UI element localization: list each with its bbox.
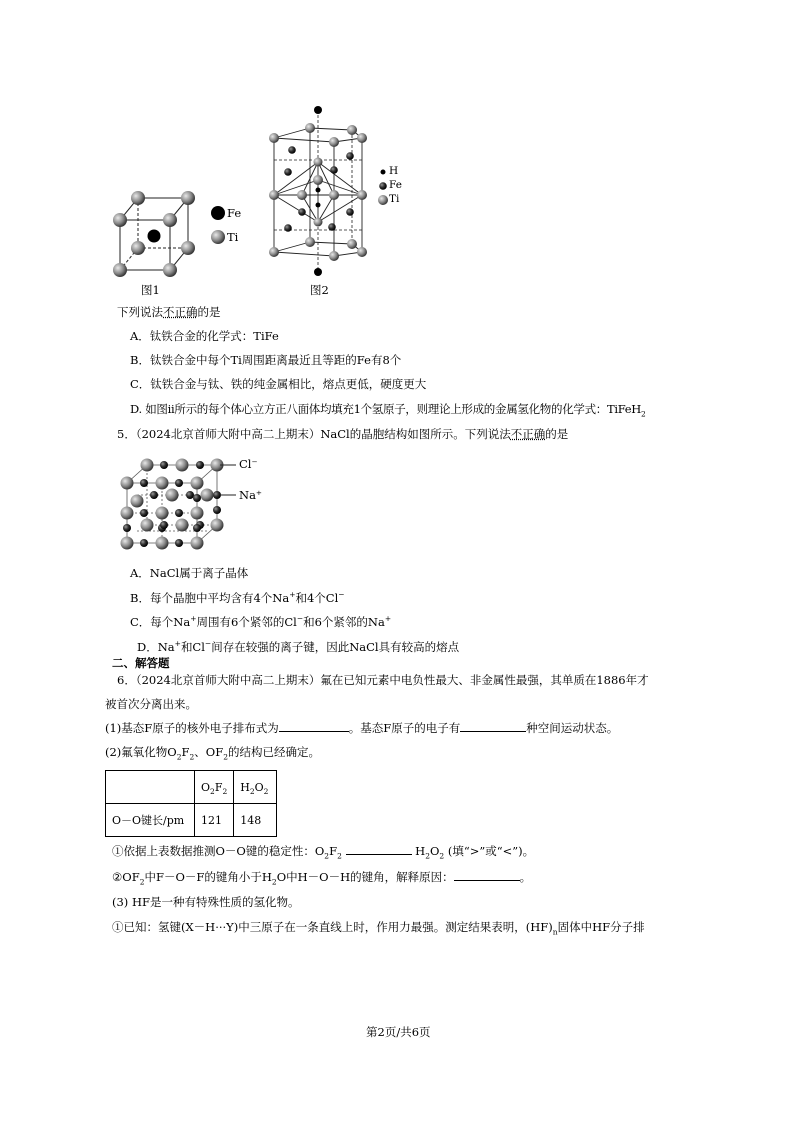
answer-blank-2 — [460, 720, 526, 732]
q4-stem: 下列说法不正确的是 — [117, 305, 221, 319]
figure-2-crystal — [262, 100, 412, 282]
q6-sub1: ①依据上表数据推测O－O键的稳定性：$O_2F_2$ $H_2O_2$ (填“>”或“<”)。 — [112, 844, 535, 861]
fig1-caption: 图1 — [141, 283, 160, 297]
answer-blank-3 — [346, 843, 412, 855]
q6-intro-line2: 被首次分离出来。 — [105, 697, 197, 711]
page-footer: 第2页/共6页 — [366, 1025, 431, 1039]
table-header-h2o2: $H_2O_2$ — [234, 771, 277, 804]
q6-sub2: $②OF_2$中F－O－F的键角小于$H_2O$中H－O－H的键角，解释原因： 。 — [112, 870, 532, 887]
q5-stem: 5．（2024北京首师大附中高二上期末）NaCl的晶胞结构如图所示。下列说法不正确的是 — [117, 427, 569, 441]
q4-option-d: D. 如图ii所示的每个体心立方正八面体均填充1个氢原子，则理论上形成的金属氢化物的化学式：TiFeH$_2$ — [130, 402, 646, 419]
answer-blank-4 — [454, 869, 520, 881]
table-corner-cell — [106, 771, 195, 804]
q5-option-a: A．NaCl属于离子晶体 — [130, 566, 249, 580]
q6-part2: (2)氟氧化物$O_2F_2$、$OF_2$的结构已经确定。 — [105, 745, 320, 762]
fig2-legend-fe: Fe — [389, 179, 402, 191]
table-value-h2o2: 148 — [234, 804, 277, 837]
q5-option-c: C．每个Na+周围有6个紧邻的Cl−和6个紧邻的Na+ — [130, 614, 392, 629]
nacl-label-cl: Cl⁻ — [239, 457, 258, 471]
bond-length-table — [105, 770, 277, 837]
section-title: 二、解答题 — [112, 656, 170, 670]
fig2-legend-h: H — [389, 165, 399, 177]
answer-blank-1 — [279, 720, 349, 732]
fig1-legend-ti: Ti — [227, 230, 239, 244]
q6-part3: (3) HF是一种有特殊性质的氢化物。 — [112, 895, 300, 909]
q5-option-d: D．Na+和Cl−间存在较强的离子键，因此NaCl具有较高的熔点 — [137, 639, 460, 654]
q4-option-b: B．钛铁合金中每个Ti周围距离最近且等距的Fe有8个 — [130, 353, 402, 367]
q4-emphasis: 不正确 — [163, 305, 198, 319]
q6-part1: (1)基态F原子的核外电子排布式为 。基态F原子的电子有 种空间运动状态。 — [105, 721, 619, 735]
table-value-o2f2: 121 — [195, 804, 234, 837]
fig1-legend-fe: Fe — [227, 206, 242, 220]
table-row-label: O－O键长/pm — [106, 804, 195, 837]
q6-intro-line1: 6．（2024北京首师大附中高二上期末）氟在已知元素中电负性最大、非金属性最强，其单质在1886年才 — [117, 673, 649, 687]
q6-sub3: ①已知：氢键(X－H···Y)中三原子在一条直线上时，作用力最强。测定结果表明，$(HF)_n$固体中HF分子排 — [112, 920, 645, 937]
fig2-caption: 图2 — [310, 283, 329, 297]
q5-option-b: B．每个晶胞中平均含有4个Na+和4个Cl− — [130, 590, 345, 605]
fig2-legend-ti: Ti — [389, 193, 400, 205]
q4-option-c: C．钛铁合金与钛、铁的纯金属相比，熔点更低，硬度更大 — [130, 377, 427, 391]
q5-emphasis: 不正确 — [510, 427, 546, 441]
nacl-label-na: Na⁺ — [239, 488, 262, 502]
q4-option-a: A．钛铁合金的化学式：TiFe — [130, 329, 279, 343]
table-header-o2f2: $O_2F_2$ — [195, 771, 234, 804]
